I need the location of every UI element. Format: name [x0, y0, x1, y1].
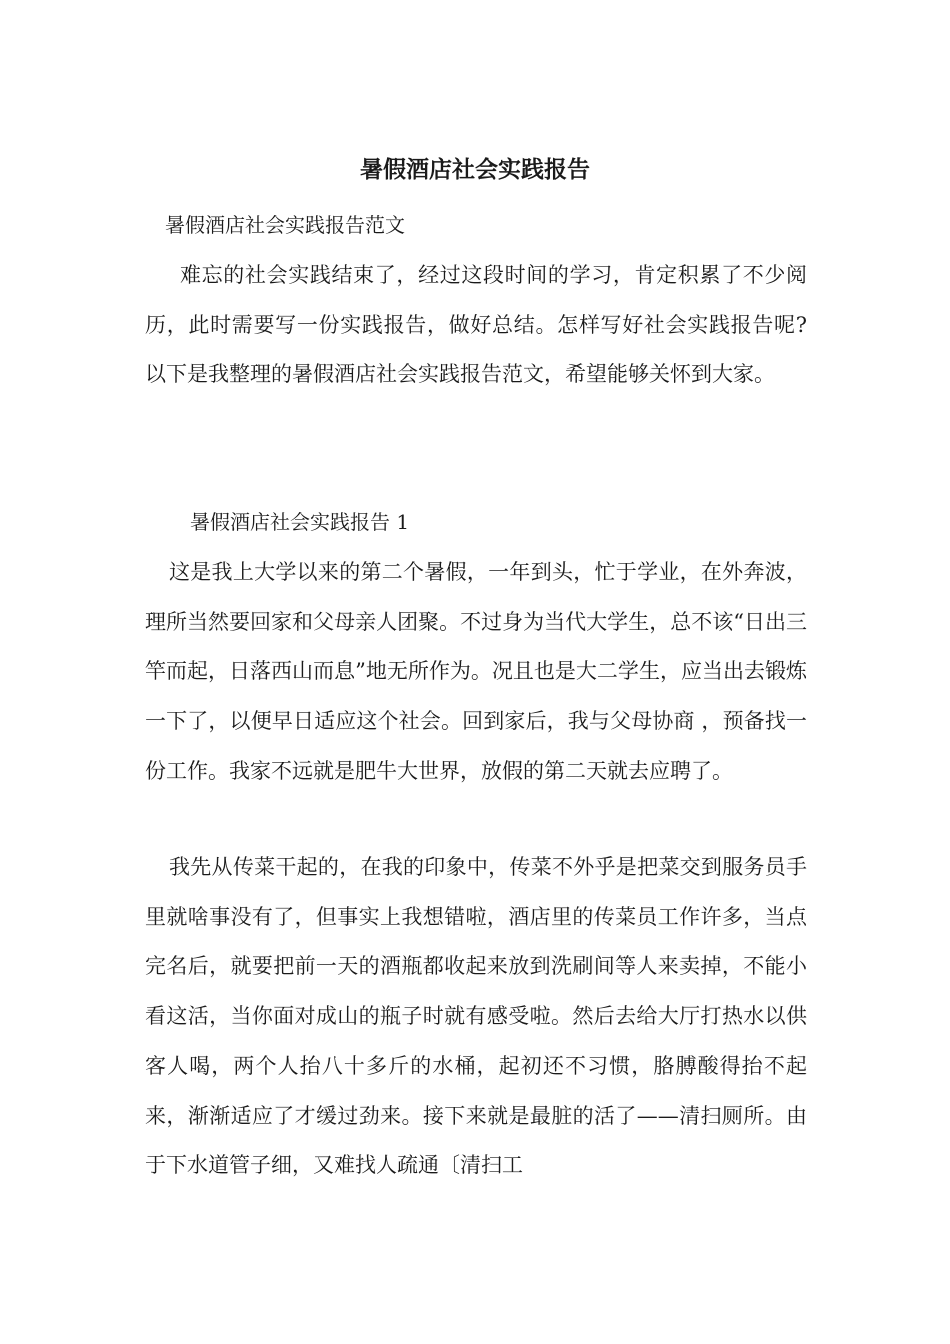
body-paragraph: 我先从传菜干起的，在我的印象中，传菜不外乎是把菜交到服务员手里就啥事没有了，但事实上我想错啦，酒店里的传菜员工作许多，当点完名后，就要把前一天的酒瓶都收起来放到洗刷间等人来卖掉，不能小看这活，当你面对成山的瓶子时就有感受啦。然后去给大厅打热水以供客人喝，两个人抬八十多斤的水桶，起初还不习惯，胳膊酸得抬不起来，渐渐适应了才缓过劲来。接下来就是最脏的活了——清扫厕所。由于下水道管子细，又难找人疏通〔清扫工: [145, 855, 807, 1178]
document-title: 暑假酒店社会实践报告: [360, 157, 590, 183]
document-subtitle: 暑假酒店社会实践报告范文: [165, 213, 405, 237]
body-paragraph: 这是我上大学以来的第二个暑假，一年到头，忙于学业，在外奔波，理所当然要回家和父母亲人团聚。不过身为当代大学生，总不该“日出三竿而起，日落西山而息”地无所作为。况且也是大二学生，应当出去锻炼一下了，以便早日适应这个社会。回到家后，我与父母协商 ，预备找一份工作。我家不远就是肥牛大世界，放假的第二天就去应聘了。: [145, 560, 807, 783]
intro-paragraph: 难忘的社会实践结束了，经过这段时间的学习，肯定积累了不少阅历，此时需要写一份实践报告，做好总结。怎样写好社会实践报告呢?以下是我整理的暑假酒店社会实践报告范文，希望能够关怀到大家。: [145, 263, 807, 387]
section-heading: 暑假酒店社会实践报告 1: [190, 510, 410, 534]
